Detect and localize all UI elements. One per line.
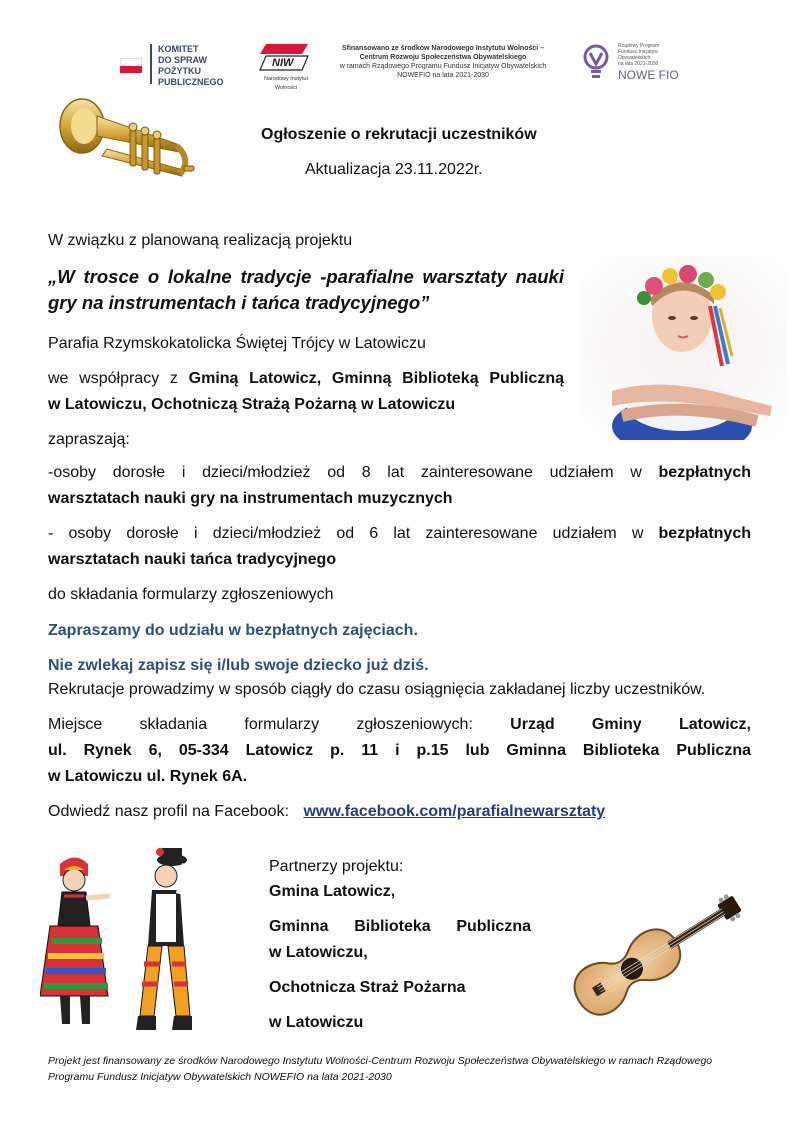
project-title-line-1: „W trosce o lokalne tradycje -parafialne warsztaty nauki xyxy=(48,266,564,287)
forms-line: do składania formularzy zgłoszeniowych xyxy=(48,586,334,603)
item-instruments-line-1 xyxy=(48,460,751,486)
kpp-line-4: PUBLICZNEGO xyxy=(158,77,224,87)
kpp-logo-divider xyxy=(150,44,152,84)
nowe-fio-logo xyxy=(580,40,690,86)
page-title: Ogłoszenie o rekrutacji uczestników xyxy=(261,126,537,143)
footer-note xyxy=(48,1053,752,1085)
partners-heading: Partnerzy projektu: xyxy=(269,858,404,875)
cooperation-partners-2: w Latowiczu, Ochotniczą Strażą Pożarną w Latowiczu xyxy=(48,396,456,413)
continuous-recruitment: Rekrutacje prowadzimy w sposób ciągły do czasu osiągnięcia zakładanej liczby uczestników. xyxy=(48,681,706,698)
funding-line-2: Centrum Rozwoju Społeczeństwa Obywatelskiego xyxy=(359,54,527,61)
funding-line-3: w ramach Rządowego Programu Fundusz Inicjatyw Obywatelskich xyxy=(339,63,547,70)
fio-line-3: Obywatelskich xyxy=(618,55,651,61)
facebook-line xyxy=(48,799,605,825)
item-dance-line-1 xyxy=(48,521,751,547)
fio-line-2: Fundusz Inicjatyw xyxy=(618,49,658,55)
kpp-line-2: DO SPRAW xyxy=(158,55,208,65)
project-title xyxy=(48,264,564,316)
item-dance-text: - osoby dorosłe i dzieci/młodzież od 6 lat zainteresowane udziałem w xyxy=(48,525,659,542)
kpp-line-1: KOMITET xyxy=(158,44,199,54)
polish-flag-icon xyxy=(120,58,142,72)
funding-line-1: Sfinansowano ze środków Narodowego Instytutu Wolności – xyxy=(341,45,545,52)
project-title-line-2: gry na instrumentach i tańca tradycyjnego” xyxy=(48,292,430,313)
funding-line-4: NOWEFIO na lata 2021-2030 xyxy=(397,72,489,79)
niw-logo xyxy=(258,42,314,91)
girl-dancer-photo xyxy=(582,256,788,440)
fio-bulb-icon xyxy=(582,44,610,80)
update-date: Aktualizacja 23.11.2022r. xyxy=(305,161,483,178)
niw-mark: NIW xyxy=(272,57,294,69)
fio-small-text xyxy=(618,43,659,67)
fio-line-1: Rządowy Program xyxy=(618,43,660,49)
footer-line-2: Programu Fundusz Inicjatyw Obywatelskich NOWEFIO na lata 2021-2030 xyxy=(48,1071,392,1083)
submission-place xyxy=(48,712,751,790)
organizer: Parafia Rzymskokatolicka Świętej Trójcy w Latowiczu xyxy=(48,335,426,352)
guitar-illustration xyxy=(556,886,752,1024)
cooperation-partners-1: Gminą Latowicz, Gminną Biblioteką Publiczną xyxy=(188,370,565,387)
kpp-logo xyxy=(158,44,224,88)
intro-line: W związku z planowaną realizacją projektu xyxy=(48,232,353,249)
fio-name: NOWE FIO xyxy=(618,68,679,82)
partner-library xyxy=(269,914,531,966)
folk-dancers-illustration xyxy=(40,846,192,1036)
submission-place-line-1 xyxy=(48,712,751,738)
footer-line-1: Projekt jest finansowany ze środków Narodowego Instytutu Wolności-Centrum Rozwoju Społeczeństwa Obywatelskiego w ramach Rządowego xyxy=(48,1055,713,1067)
facebook-label: Odwiedź nasz profil na Facebook: xyxy=(48,803,290,820)
item-dance xyxy=(48,521,751,573)
cooperation xyxy=(48,366,564,418)
funding-note xyxy=(326,44,560,80)
trumpet-illustration xyxy=(52,94,197,194)
item-instruments-workshops: warsztatach nauki gry na instrumentach muzycznych xyxy=(48,490,453,507)
partner-fire-brigade-place: w Latowiczu xyxy=(269,1014,364,1031)
item-instruments-text: -osoby dorosłe i dzieci/młodzież od 8 lat zainteresowane udziałem w xyxy=(48,464,659,481)
submission-place-address: ul. Rynek 6, 05-334 Latowicz p. 11 i p.15 lub Gminna Biblioteka Publiczna xyxy=(48,742,751,759)
submission-place-library: w Latowiczu ul. Rynek 6A. xyxy=(48,768,248,785)
partner-library-line-1: Gminna Biblioteka Publiczna xyxy=(269,918,531,935)
partner-fire-brigade: Ochotnicza Straż Pożarna xyxy=(269,979,466,996)
kpp-line-3: POŻYTKU xyxy=(158,66,202,76)
fio-line-4: na lata 2021-2030 xyxy=(618,61,659,67)
cta-signup: Nie zwlekaj zapisz się i/lub swoje dziecko już dziś. xyxy=(48,657,429,674)
cooperation-prefix: we współpracy z xyxy=(48,370,189,387)
cooperation-line-1 xyxy=(48,366,564,392)
item-dance-free: bezpłatnych xyxy=(658,525,751,542)
invite: zapraszają: xyxy=(48,431,130,448)
submission-place-office: Urząd Gminy Latowicz, xyxy=(510,716,751,733)
cta-invite: Zapraszamy do udziału w bezpłatnych zajęciach. xyxy=(48,622,418,639)
niw-caption: Narodowy Instytut Wolności xyxy=(263,76,309,91)
logo-bar xyxy=(0,38,800,91)
facebook-link[interactable]: www.facebook.com/parafialnewarsztaty xyxy=(303,803,606,820)
item-instruments-free: bezpłatnych xyxy=(658,464,751,481)
partner-library-line-2: w Latowiczu, xyxy=(269,944,368,961)
partner-gmina: Gmina Latowicz, xyxy=(269,883,396,900)
submission-place-label: Miejsce składania formularzy zgłoszeniowych: xyxy=(48,716,511,733)
item-instruments xyxy=(48,460,751,512)
item-dance-workshops: warsztatach nauki tańca tradycyjnego xyxy=(48,551,337,568)
